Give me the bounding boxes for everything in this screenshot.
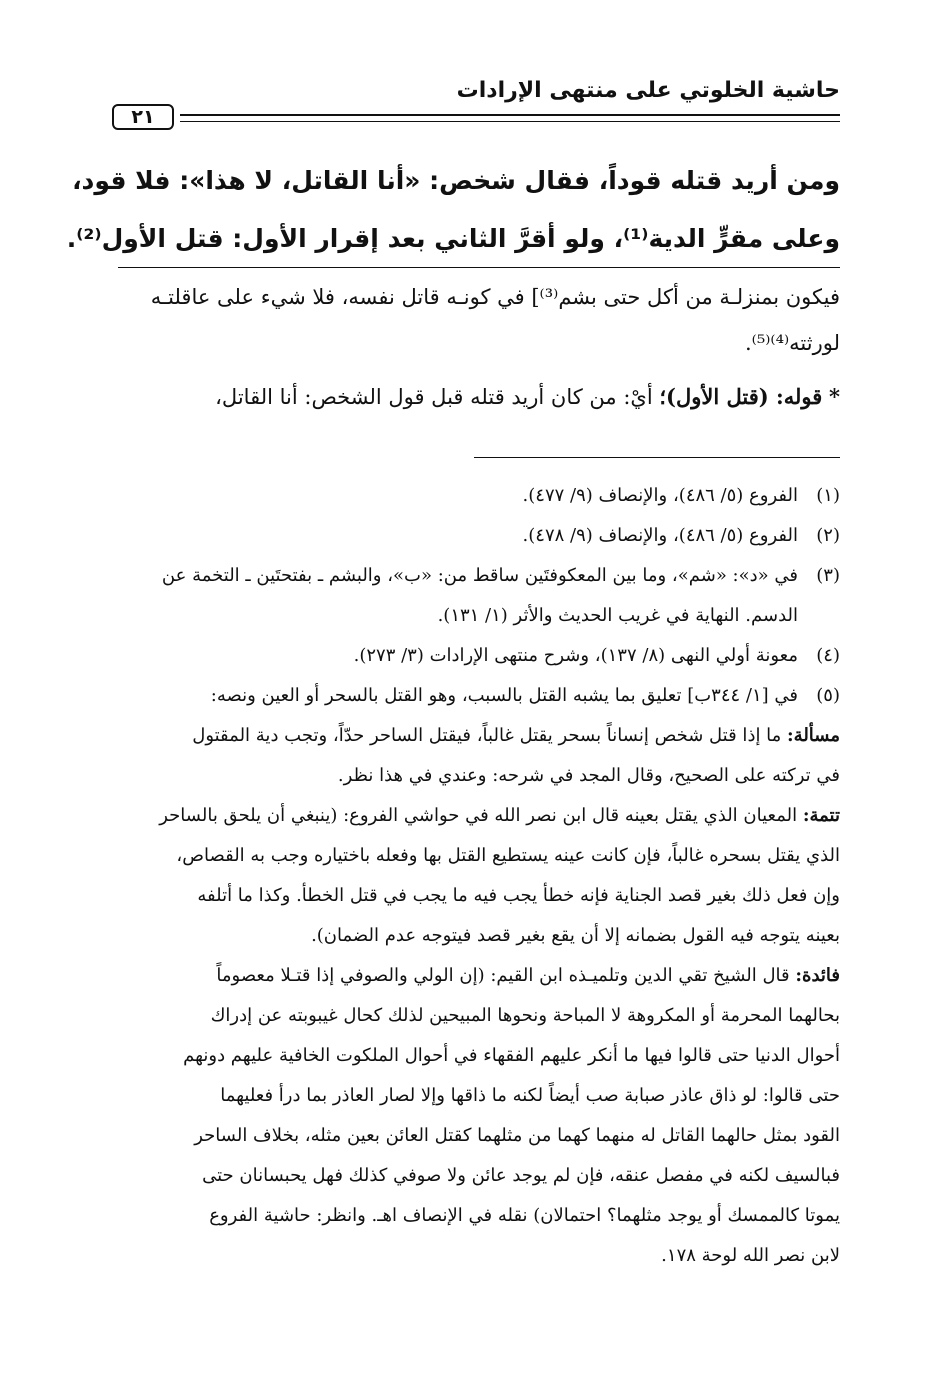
main-text-line: وعلى مقرٍّ الدية⁽¹⁾، ولو أقرَّ الثاني بعد إقرار الأول: قتل الأول⁽²⁾.	[66, 224, 840, 253]
note-text: لابن نصر الله لوحة ١٧٨.	[661, 1245, 840, 1266]
note-label: فائدة:	[795, 965, 840, 986]
footnote-text: الفروع (٥/ ٤٨٦)، والإنصاف (٩/ ٤٧٧).	[522, 485, 798, 506]
footnote-number: (٥)	[816, 685, 840, 706]
commentary-text: أيْ: من كان أريد قتله قبل قول الشخص: أنا القاتل،	[215, 385, 653, 409]
footnote-text: في [١/ ٣٤٤ب] تعليق بما يشبه القتل بالسبب، وهو القتل بالسحر أو العين ونصه:	[210, 685, 798, 706]
footnote-text: في «د»: «شم»، وما بين المعكوفتَين ساقط من: «ب»، والبشم ـ بفتحتَين ـ التخمة عن	[161, 565, 798, 586]
note-text: في تركته على الصحيح، وقال المجد في شرحه: وعندي في هذا نظر.	[337, 765, 840, 786]
footnote-text: معونة أولي النهى (٨/ ١٣٧)، وشرح منتهى الإرادات (٣/ ٢٧٣).	[353, 645, 798, 666]
footnote-number: (١)	[816, 485, 840, 506]
note-text: بعينه يتوجه فيه القول بضمانه إلا أن يقع بغير قصد فيتوجه عدم الضمان).	[311, 925, 840, 946]
footnote-number: (٢)	[816, 525, 840, 546]
footnote-number: (٣)	[816, 565, 840, 586]
footnote-item	[118, 556, 840, 636]
footnote-item	[118, 676, 840, 716]
note-text: بحالهما المحرمة أو المكروهة لا المباحة ونحوها المبيحين لذلك كحال غيبوبته عن إدراك	[210, 1005, 840, 1026]
footnote-number: (٤)	[816, 645, 840, 666]
note-text: حتى قالوا: لو ذاق عاذر صبابة صب أيضاً لكنه ما ذاقها وإلا لصار العاذر بما درأ فعليهما	[220, 1085, 840, 1106]
note-text: الذي يقتل بسحره غالباً، فإن كانت عينه يستطيع القتل بها وفعله باختياره وجب به القصاص،	[176, 845, 840, 866]
lemma-quote: قوله: (قتل الأول)؛	[659, 384, 823, 409]
footnote-5-body	[118, 716, 840, 1276]
running-title: حاشية الخلوتي على منتهى الإرادات	[456, 78, 840, 103]
note-text: قال الشيخ تقي الدين وتلميـذه ابن القيم: (إن الولي والصوفي إذا قتـلا معصوماً	[216, 965, 796, 986]
commentary-line: لورثته⁽⁴⁾⁽⁵⁾.	[744, 331, 840, 355]
note-label: تتمة:	[802, 805, 840, 826]
footnote-item	[118, 636, 840, 676]
footnote-text: الفروع (٥/ ٤٨٦)، والإنصاف (٩/ ٤٧٨).	[522, 525, 798, 546]
footnote-item	[118, 516, 840, 556]
note-text: القود بمثل حالهما القاتل له منهما كهما من مثلهما كقتل العائن بعين مثله، بخلاف الساحر	[194, 1125, 840, 1146]
note-text: يموتا كالممسك أو يوجد مثلهما؟ احتمالان) نقله في الإنصاف اهـ. وانظر: حاشية الفروع	[209, 1205, 840, 1226]
footnote-item	[118, 476, 840, 516]
note-text: وإن فعل ذلك بغير قصد الجناية فإنه خطأ يجب فيه ما يجب في قتل الخطأ. وكذا ما أتلفه	[197, 885, 840, 906]
note-paragraph-faida	[118, 956, 840, 1276]
footnote-rule	[474, 457, 840, 458]
note-text: فبالسيف لكنه في مفصل عنقه، فإن لم يوجد عائن ولا صوفي كذلك فهل يحبسانان حتى	[202, 1165, 840, 1186]
main-text-line: ومن أريد قتله قوداً، فقال شخص: «أنا القاتل، لا هذا»: فلا قود،	[72, 166, 840, 195]
header-rule	[180, 114, 840, 122]
note-text: ما إذا قتل شخص إنساناً بسحر يقتل غالباً، فيقتل الساحر حدّاً، وتجب دية المقتول	[192, 725, 788, 746]
note-paragraph-tatimma	[118, 796, 840, 956]
note-text: المعيان الذي يقتل بعينه قال ابن نصر الله في حواشي الفروع: (ينبغي أن يلحق بالساحر	[159, 805, 803, 826]
page-number: ٢١	[112, 104, 174, 130]
asterisk-marker: *	[829, 384, 840, 409]
note-text: أحوال الدنيا حتى قالوا فيها ما أنكر عليهم الفقهاء في أحوال الملكوت الخافية عليهم دونهم	[183, 1045, 840, 1066]
commentary	[118, 274, 840, 420]
note-paragraph-masala	[118, 716, 840, 796]
main-text	[66, 152, 840, 268]
main-text-rule	[118, 267, 840, 268]
footnotes	[118, 476, 840, 1276]
commentary-line: فيكون بمنزلـة من أكل حتى بشم⁽³⁾] في كونـه قاتل نفسه، فلا شيء على عاقلتـه	[150, 285, 840, 309]
note-label: مسألة:	[787, 725, 840, 746]
commentary-paragraph	[118, 374, 840, 420]
footnote-text: الدسم. النهاية في غريب الحديث والأثر (١/ ١٣١).	[437, 605, 798, 626]
